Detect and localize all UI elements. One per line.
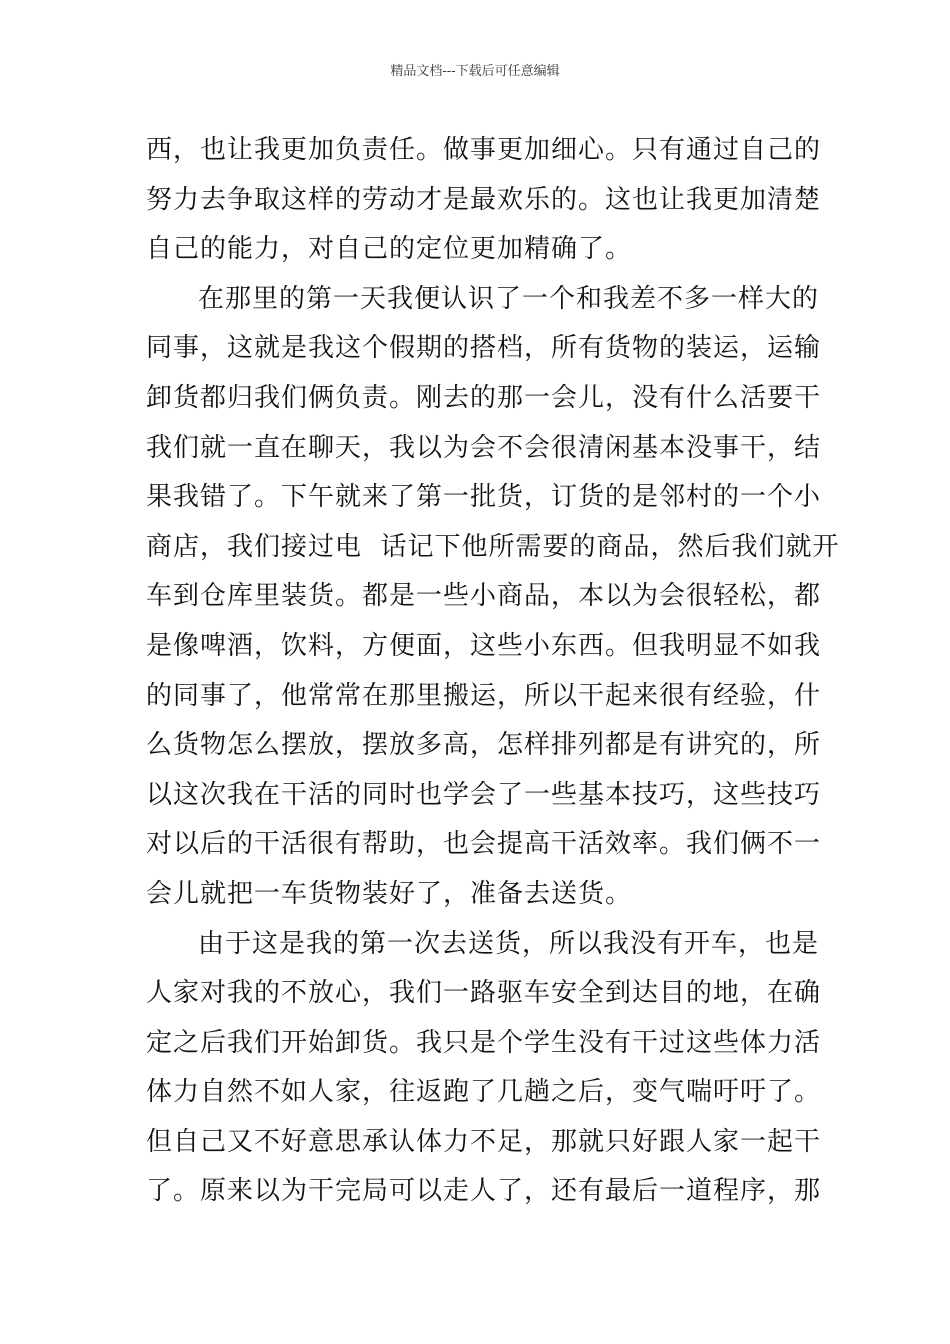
text-line: 努力去争取这样的劳动才是最欢乐的。这也让我更加清楚 [146,184,822,215]
text-line: 么货物怎么摆放，摆放多高，怎样排列都是有讲究的，所 [146,730,822,761]
text-line: 定之后我们开始卸货。我只是个学生没有干过这些体力活 [146,1027,822,1058]
paragraph-2 [146,275,840,920]
paragraph-1 [146,126,822,275]
page-header: 精品文档---下载后可任意编辑 [390,64,560,79]
text-line: 果我错了。下午就来了第一批货，订货的是邻村的一个小 [146,482,822,513]
text-line: 人家对我的不放心，我们一路驱车安全到达目的地，在确 [146,978,822,1009]
text-line: 了。原来以为干完局可以走人了，还有最后一道程序，那 [146,1176,822,1207]
text-line: 卸货都归我们俩负责。刚去的那一会儿，没有什么活要干 [146,382,822,413]
paragraph-3 [146,920,822,1218]
text-line: 的同事了，他常常在那里搬运，所以干起来很有经验，什 [146,680,822,711]
text-line: 商店，我们接过电 话记下他所需要的商品，然后我们就开 [146,531,840,562]
document-body [146,126,840,1217]
text-line: 车到仓库里装货。都是一些小商品，本以为会很轻松，都 [146,581,822,612]
text-line: 由于这是我的第一次去送货，所以我没有开车，也是 [198,928,820,959]
text-line: 我们就一直在聊天，我以为会不会很清闲基本没事干，结 [146,432,822,463]
text-line: 体力自然不如人家，往返跑了几趟之后，变气喘吁吁了。 [146,1077,822,1108]
text-line: 自己的能力，对自己的定位更加精确了。 [146,234,633,265]
text-line: 但自己又不好意思承认体力不足，那就只好跟人家一起干 [146,1126,822,1157]
text-line: 会儿就把一车货物装好了，准备去送货。 [146,878,633,909]
text-line: 同事，这就是我这个假期的搭档，所有货物的装运，运输 [146,333,822,364]
text-line: 西，也让我更加负责任。做事更加细心。只有通过自己的 [146,135,822,165]
text-line: 以这次我在干活的同时也学会了一些基本技巧，这些技巧 [146,779,822,810]
text-line: 在那里的第一天我便认识了一个和我差不多一样大的 [198,283,820,314]
text-line: 是像啤酒，饮料，方便面，这些小东西。但我明显不如我 [146,630,822,661]
text-line: 对以后的干活很有帮助，也会提高干活效率。我们俩不一 [146,829,822,860]
